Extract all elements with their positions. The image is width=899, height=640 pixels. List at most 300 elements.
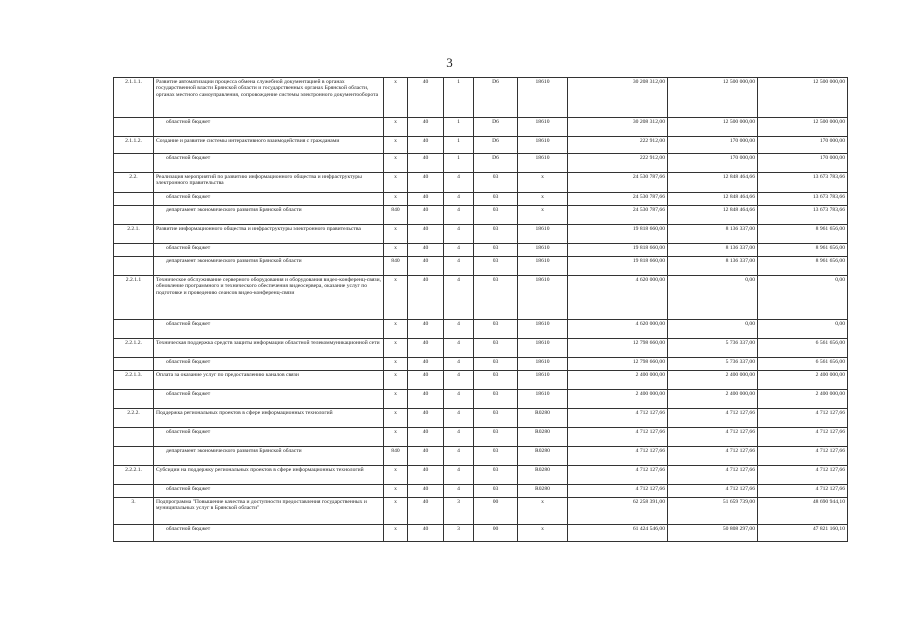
gp-cell (408, 409, 444, 428)
item-name-cell-text: Техническая поддержка средств защиты информации областной телекоммуникационной сети (156, 340, 380, 346)
amount-2019-cell (568, 525, 668, 542)
grbs-cell-text: x (394, 499, 397, 505)
direction-cell (518, 78, 568, 118)
gp-cell (408, 525, 444, 542)
pgp-cell (444, 525, 474, 542)
pgp-cell-text: 4 (457, 245, 460, 251)
item-name-cell-text: Реализация мероприятий по развитию информационного общества и инфраструктуры электронного правительства (156, 174, 362, 187)
om-cell-text: D6 (492, 79, 499, 85)
gp-cell-text: 40 (422, 207, 429, 213)
amount-2021-cell-text: 170 000,00 (819, 138, 845, 144)
pgp-cell (444, 466, 474, 485)
budget-table (113, 77, 848, 542)
item-name-cell (154, 193, 384, 206)
amount-2019-cell (568, 225, 668, 244)
pgp-cell (444, 193, 474, 206)
direction-cell-text: x (541, 499, 544, 505)
amount-2019-cell-text: 222 912,00 (639, 138, 665, 144)
amount-2021-cell-text: 13 673 783,66 (812, 194, 845, 200)
amount-2021-cell (758, 154, 848, 173)
amount-2019-cell-text: 61 424 546,00 (632, 526, 665, 532)
gp-cell-text: 40 (422, 467, 429, 473)
direction-cell-text: 18610 (535, 359, 550, 365)
gp-cell-text: 40 (422, 79, 429, 85)
pgp-cell-text: 4 (457, 391, 460, 397)
om-cell-text: 03 (492, 226, 499, 232)
table-row (114, 339, 848, 358)
grbs-cell (384, 371, 408, 390)
direction-cell (518, 193, 568, 206)
amount-2019-cell-text: 2 400 000,00 (635, 372, 665, 378)
item-name-cell (154, 428, 384, 447)
pgp-cell-text: 4 (457, 429, 460, 435)
item-name-cell (154, 154, 384, 173)
item-name-cell-text: департамент экономического развития Брянской области (166, 258, 302, 264)
item-name-cell (154, 466, 384, 485)
gp-cell (408, 225, 444, 244)
om-cell-text: 00 (492, 526, 499, 532)
direction-cell (518, 498, 568, 525)
item-name-cell-text: областной бюджет (166, 194, 211, 200)
gp-cell-text: 40 (422, 277, 429, 283)
amount-2021-cell-text: 8 961 656,00 (815, 226, 845, 232)
amount-2019-cell (568, 390, 668, 409)
direction-cell (518, 358, 568, 371)
grbs-cell-text: x (394, 277, 397, 283)
direction-cell (518, 409, 568, 428)
direction-cell-text: 18610 (535, 372, 550, 378)
gp-cell-text: 40 (422, 359, 429, 365)
row-number-cell (114, 78, 154, 118)
pgp-cell-text: 4 (457, 372, 460, 378)
amount-2021-cell (758, 485, 848, 498)
grbs-cell-text: x (394, 226, 397, 232)
item-name-cell (154, 173, 384, 193)
pgp-cell (444, 244, 474, 257)
pgp-cell (444, 428, 474, 447)
gp-cell-text: 40 (422, 258, 429, 264)
amount-2019-cell-text: 19 818 660,00 (632, 226, 665, 232)
grbs-cell-text: x (394, 194, 397, 200)
pgp-cell-text: 4 (457, 467, 460, 473)
gp-cell (408, 173, 444, 193)
gp-cell-text: 40 (422, 340, 429, 346)
pgp-cell-text: 4 (457, 448, 460, 454)
grbs-cell-text: x (394, 526, 397, 532)
pgp-cell (444, 257, 474, 276)
amount-2020-cell-text: 12 848 464,66 (722, 174, 755, 180)
amount-2019-cell (568, 320, 668, 339)
table-row (114, 485, 848, 498)
amount-2021-cell (758, 390, 848, 409)
amount-2020-cell-text: 12 500 000,00 (722, 79, 755, 85)
pgp-cell-text: 4 (457, 410, 460, 416)
item-name-cell (154, 498, 384, 525)
om-cell (474, 390, 518, 409)
row-number-cell-text: 2.2.1. (127, 226, 140, 232)
amount-2021-cell-text: 2 400 000,00 (815, 372, 845, 378)
row-number-cell (114, 118, 154, 137)
row-number-cell-text: 2.2.2. (127, 410, 140, 416)
amount-2021-cell-text: 8 961 656,00 (815, 245, 845, 251)
amount-2021-cell (758, 320, 848, 339)
gp-cell-text: 40 (422, 499, 429, 505)
pgp-cell (444, 78, 474, 118)
item-name-cell-text: областной бюджет (166, 245, 211, 251)
gp-cell-text: 40 (422, 226, 429, 232)
grbs-cell (384, 118, 408, 137)
grbs-cell (384, 257, 408, 276)
direction-cell-text: R0280 (535, 448, 550, 454)
direction-cell (518, 447, 568, 466)
amount-2020-cell (668, 225, 758, 244)
table-row (114, 257, 848, 276)
row-number-cell (114, 498, 154, 525)
om-cell-text: 00 (492, 499, 499, 505)
pgp-cell (444, 485, 474, 498)
pgp-cell (444, 409, 474, 428)
om-cell (474, 466, 518, 485)
grbs-cell (384, 173, 408, 193)
om-cell (474, 485, 518, 498)
direction-cell-text: 18610 (535, 138, 550, 144)
item-name-cell (154, 137, 384, 154)
grbs-cell (384, 466, 408, 485)
amount-2021-cell (758, 118, 848, 137)
grbs-cell-text: x (394, 138, 397, 144)
grbs-cell-text: 840 (391, 207, 400, 213)
table-row (114, 78, 848, 118)
gp-cell (408, 428, 444, 447)
direction-cell-text: 18610 (535, 321, 550, 327)
amount-2020-cell-text: 4 712 127,66 (725, 429, 755, 435)
gp-cell (408, 78, 444, 118)
om-cell (474, 206, 518, 225)
grbs-cell (384, 225, 408, 244)
amount-2020-cell (668, 409, 758, 428)
om-cell-text: D6 (492, 138, 499, 144)
grbs-cell (384, 206, 408, 225)
om-cell (474, 447, 518, 466)
amount-2020-cell-text: 8 136 337,00 (725, 245, 755, 251)
direction-cell (518, 257, 568, 276)
amount-2019-cell (568, 371, 668, 390)
gp-cell (408, 193, 444, 206)
table-row (114, 193, 848, 206)
amount-2020-cell (668, 339, 758, 358)
amount-2019-cell-text: 4 712 127,66 (635, 410, 665, 416)
amount-2019-cell (568, 206, 668, 225)
om-cell-text: D6 (492, 119, 499, 125)
item-name-cell-text: Техническое обслуживание серверного оборудования и оборудования видео-конференц-связи, обновление программного и технического обеспечения видеосервера, оказание услуг по подготовке и проведению сеансов видео-конференц-связи (156, 277, 381, 296)
grbs-cell-text: x (394, 391, 397, 397)
pgp-cell (444, 498, 474, 525)
amount-2021-cell-text: 0,00 (835, 321, 845, 327)
item-name-cell (154, 225, 384, 244)
item-name-cell-text: областной бюджет (166, 119, 211, 125)
amount-2021-cell-text: 13 673 783,66 (812, 174, 845, 180)
amount-2020-cell (668, 276, 758, 320)
pgp-cell-text: 4 (457, 226, 460, 232)
om-cell-text: 03 (492, 277, 499, 283)
pgp-cell-text: 4 (457, 258, 460, 264)
direction-cell-text: 18610 (535, 119, 550, 125)
direction-cell-text: x (541, 174, 544, 180)
gp-cell-text: 40 (422, 174, 429, 180)
amount-2021-cell-text: 6 561 656,00 (815, 359, 845, 365)
grbs-cell (384, 137, 408, 154)
pgp-cell-text: 4 (457, 174, 460, 180)
amount-2019-cell (568, 244, 668, 257)
table-row (114, 276, 848, 320)
row-number-cell (114, 358, 154, 371)
amount-2021-cell-text: 13 673 783,66 (812, 207, 845, 213)
amount-2021-cell-text: 4 712 127,66 (815, 448, 845, 454)
pgp-cell (444, 276, 474, 320)
item-name-cell-text: Субсидии на поддержку региональных проектов в сфере информационных технологий (156, 467, 364, 473)
grbs-cell-text: 840 (391, 258, 400, 264)
direction-cell-text: 18610 (535, 258, 550, 264)
amount-2019-cell-text: 4 712 127,66 (635, 429, 665, 435)
direction-cell (518, 320, 568, 339)
item-name-cell (154, 78, 384, 118)
amount-2019-cell (568, 498, 668, 525)
pgp-cell-text: 1 (457, 138, 460, 144)
item-name-cell-text: Развитие информационного общества и инфраструктуры электронного правительства (156, 226, 361, 232)
om-cell (474, 244, 518, 257)
om-cell (474, 428, 518, 447)
amount-2019-cell (568, 173, 668, 193)
direction-cell-text: R0280 (535, 467, 550, 473)
amount-2020-cell-text: 5 736 337,00 (725, 340, 755, 346)
item-name-cell (154, 206, 384, 225)
grbs-cell-text: 840 (391, 448, 400, 454)
item-name-cell-text: Оплата за оказание услуг по предоставлению каналов связи (156, 372, 299, 378)
item-name-cell (154, 409, 384, 428)
item-name-cell-text: областной бюджет (166, 526, 211, 532)
amount-2021-cell (758, 358, 848, 371)
amount-2019-cell-text: 62 258 391,00 (632, 499, 665, 505)
amount-2019-cell (568, 193, 668, 206)
grbs-cell (384, 78, 408, 118)
amount-2020-cell-text: 8 136 337,00 (725, 258, 755, 264)
gp-cell-text: 40 (422, 486, 429, 492)
direction-cell (518, 225, 568, 244)
gp-cell (408, 371, 444, 390)
amount-2019-cell-text: 30 208 312,00 (632, 79, 665, 85)
amount-2019-cell (568, 409, 668, 428)
pgp-cell (444, 173, 474, 193)
grbs-cell-text: x (394, 321, 397, 327)
grbs-cell (384, 525, 408, 542)
item-name-cell-text: областной бюджет (166, 155, 211, 161)
amount-2020-cell-text: 0,00 (745, 321, 755, 327)
om-cell-text: 03 (492, 372, 499, 378)
amount-2020-cell-text: 12 848 464,66 (722, 207, 755, 213)
grbs-cell-text: x (394, 467, 397, 473)
grbs-cell (384, 498, 408, 525)
amount-2021-cell-text: 12 500 000,00 (812, 79, 845, 85)
amount-2019-cell (568, 466, 668, 485)
om-cell-text: 03 (492, 245, 499, 251)
amount-2021-cell (758, 206, 848, 225)
gp-cell (408, 118, 444, 137)
om-cell-text: 03 (492, 321, 499, 327)
amount-2019-cell (568, 447, 668, 466)
amount-2020-cell-text: 51 659 739,00 (722, 499, 755, 505)
gp-cell-text: 40 (422, 138, 429, 144)
gp-cell (408, 257, 444, 276)
item-name-cell (154, 276, 384, 320)
gp-cell-text: 40 (422, 372, 429, 378)
table-row (114, 154, 848, 173)
amount-2020-cell (668, 447, 758, 466)
table-row (114, 525, 848, 542)
amount-2019-cell (568, 137, 668, 154)
direction-cell-text: 18610 (535, 155, 550, 161)
om-cell-text: 03 (492, 359, 499, 365)
row-number-cell (114, 466, 154, 485)
grbs-cell (384, 193, 408, 206)
table-row (114, 371, 848, 390)
gp-cell-text: 40 (422, 429, 429, 435)
om-cell-text: 03 (492, 410, 499, 416)
table-row (114, 447, 848, 466)
item-name-cell (154, 485, 384, 498)
gp-cell (408, 137, 444, 154)
row-number-cell (114, 447, 154, 466)
om-cell-text: 03 (492, 486, 499, 492)
table-row (114, 225, 848, 244)
amount-2021-cell-text: 12 500 000,00 (812, 119, 845, 125)
direction-cell (518, 390, 568, 409)
row-number-cell (114, 257, 154, 276)
amount-2021-cell-text: 8 961 656,00 (815, 258, 845, 264)
table-row (114, 173, 848, 193)
row-number-cell (114, 206, 154, 225)
pgp-cell-text: 4 (457, 486, 460, 492)
amount-2019-cell (568, 276, 668, 320)
item-name-cell (154, 320, 384, 339)
row-number-cell (114, 371, 154, 390)
direction-cell (518, 339, 568, 358)
amount-2019-cell-text: 222 912,00 (639, 155, 665, 161)
pgp-cell (444, 339, 474, 358)
om-cell (474, 498, 518, 525)
direction-cell (518, 371, 568, 390)
row-number-cell-text: 2.2.1.2. (125, 340, 142, 346)
amount-2020-cell-text: 170 000,00 (729, 155, 755, 161)
item-name-cell (154, 118, 384, 137)
amount-2019-cell (568, 257, 668, 276)
gp-cell-text: 40 (422, 448, 429, 454)
amount-2019-cell (568, 154, 668, 173)
amount-2021-cell-text: 4 712 127,66 (815, 410, 845, 416)
om-cell (474, 193, 518, 206)
amount-2020-cell-text: 12 848 464,66 (722, 194, 755, 200)
row-number-cell (114, 193, 154, 206)
table-row (114, 206, 848, 225)
om-cell (474, 371, 518, 390)
row-number-cell (114, 339, 154, 358)
row-number-cell (114, 390, 154, 409)
row-number-cell (114, 525, 154, 542)
pgp-cell-text: 4 (457, 340, 460, 346)
gp-cell-text: 40 (422, 321, 429, 327)
item-name-cell-text: Подпрограмма "Повышение качества и доступности предоставления государственных и муниципальных услуг в Брянской области" (156, 499, 367, 512)
om-cell-text: 03 (492, 448, 499, 454)
om-cell-text: 03 (492, 194, 499, 200)
amount-2020-cell (668, 428, 758, 447)
gp-cell (408, 485, 444, 498)
amount-2021-cell (758, 525, 848, 542)
grbs-cell-text: x (394, 359, 397, 365)
amount-2020-cell-text: 8 136 337,00 (725, 226, 755, 232)
grbs-cell-text: x (394, 174, 397, 180)
gp-cell-text: 40 (422, 526, 429, 532)
om-cell (474, 320, 518, 339)
amount-2019-cell-text: 4 712 127,66 (635, 448, 665, 454)
gp-cell-text: 40 (422, 410, 429, 416)
pgp-cell (444, 358, 474, 371)
amount-2020-cell (668, 525, 758, 542)
table-row (114, 428, 848, 447)
row-number-cell (114, 485, 154, 498)
amount-2019-cell-text: 24 530 787,66 (632, 174, 665, 180)
item-name-cell-text: областной бюджет (166, 359, 211, 365)
pgp-cell-text: 3 (457, 499, 460, 505)
amount-2019-cell-text: 12 798 660,00 (632, 340, 665, 346)
direction-cell (518, 154, 568, 173)
row-number-cell (114, 244, 154, 257)
item-name-cell-text: департамент экономического развития Брянской области (166, 207, 302, 213)
amount-2019-cell-text: 24 530 787,66 (632, 207, 665, 213)
amount-2020-cell-text: 12 500 000,00 (722, 119, 755, 125)
pgp-cell-text: 1 (457, 119, 460, 125)
pgp-cell (444, 137, 474, 154)
pgp-cell (444, 390, 474, 409)
amount-2021-cell-text: 170 000,00 (819, 155, 845, 161)
direction-cell-text: x (541, 194, 544, 200)
pgp-cell-text: 4 (457, 194, 460, 200)
om-cell (474, 358, 518, 371)
row-number-cell (114, 276, 154, 320)
amount-2020-cell (668, 118, 758, 137)
om-cell-text: D6 (492, 155, 499, 161)
amount-2019-cell-text: 4 712 127,66 (635, 467, 665, 473)
item-name-cell-text: Поддержка региональных проектов в сфере информационных технологий (156, 410, 333, 416)
amount-2021-cell (758, 428, 848, 447)
amount-2020-cell (668, 358, 758, 371)
grbs-cell (384, 154, 408, 173)
amount-2021-cell (758, 447, 848, 466)
gp-cell (408, 154, 444, 173)
amount-2019-cell (568, 78, 668, 118)
amount-2020-cell (668, 137, 758, 154)
amount-2020-cell-text: 4 712 127,66 (725, 410, 755, 416)
gp-cell (408, 447, 444, 466)
grbs-cell-text: x (394, 340, 397, 346)
amount-2020-cell (668, 390, 758, 409)
direction-cell-text: 18610 (535, 79, 550, 85)
direction-cell-text: x (541, 207, 544, 213)
amount-2020-cell (668, 206, 758, 225)
amount-2020-cell (668, 173, 758, 193)
amount-2019-cell (568, 485, 668, 498)
grbs-cell (384, 390, 408, 409)
pgp-cell-text: 1 (457, 155, 460, 161)
table-row (114, 118, 848, 137)
